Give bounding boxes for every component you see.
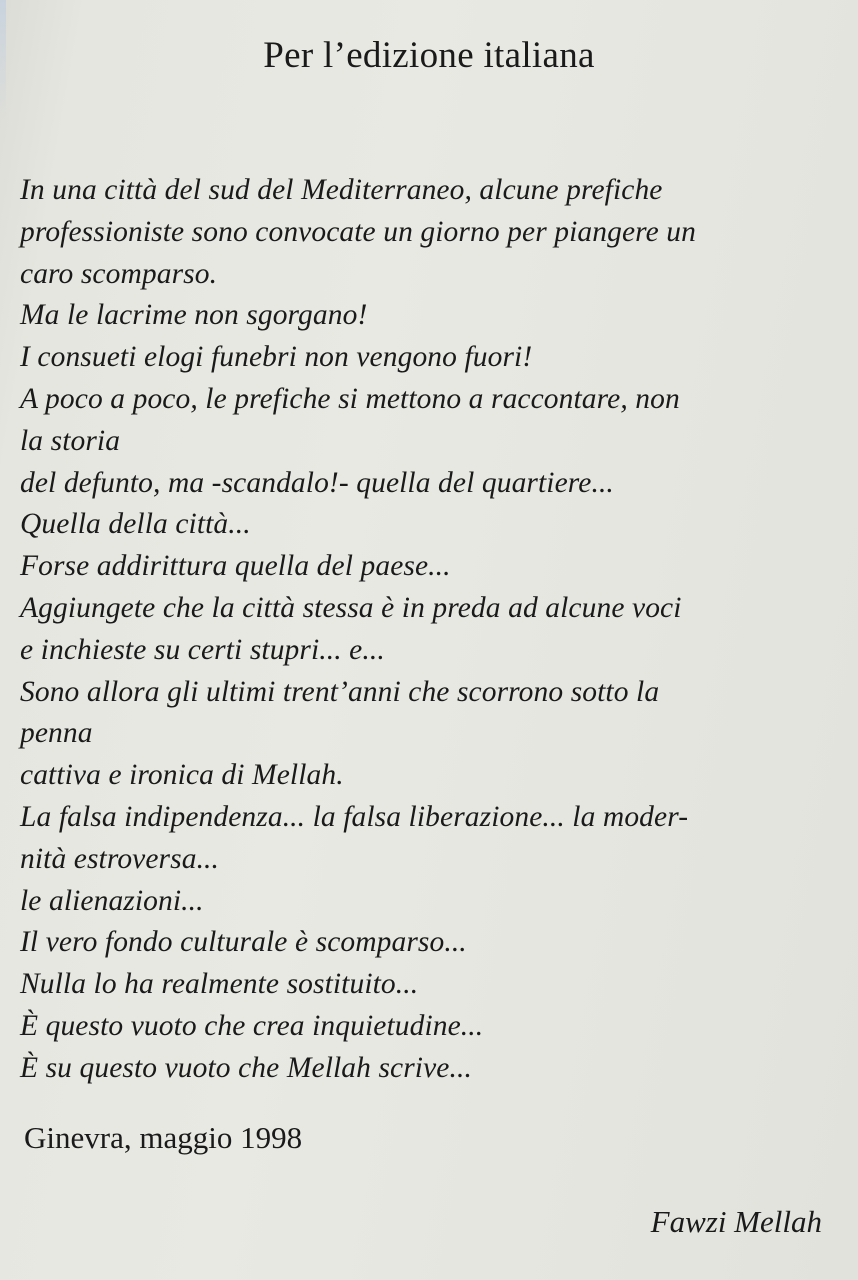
text-line: In una città del sud del Mediterraneo, alcune prefiche [20, 174, 663, 206]
text-line: la storia [20, 424, 121, 457]
text-line: Nulla lo ha realmente sostituito... [20, 968, 419, 1001]
text-line: A poco a poco, le prefiche si mettono a raccontare, non [20, 382, 680, 415]
text-line: nità estroversa... [20, 842, 219, 875]
text-line: La falsa indipendenza... la falsa liberazione... la moder- [20, 800, 689, 833]
text-line: e inchieste su certi stupri... e... [20, 633, 385, 666]
text-line: le alienazioni... [20, 884, 204, 917]
text-line: Sono allora gli ultimi trent’anni che scorrono sotto la [20, 675, 660, 708]
text-line: Quella della città... [20, 508, 251, 541]
text-line: del defunto, ma -scandalo!- quella del quartiere... [20, 466, 614, 499]
page-title: Per l’edizione italiana [263, 35, 595, 76]
text-line: I consueti elogi funebri non vengono fuori! [20, 341, 533, 374]
text-line: Aggiungete che la città stessa è in preda ad alcune voci [20, 591, 682, 624]
text-line: penna [20, 717, 93, 750]
preface-text [20, 170, 840, 1090]
text-line: cattiva e ironica di Mellah. [20, 759, 344, 792]
text-line: Il vero fondo culturale è scomparso... [20, 926, 467, 959]
text-line: caro scomparso. [20, 257, 218, 290]
author-signature: Fawzi Mellah [650, 1204, 822, 1239]
text-line: È su questo vuoto che Mellah scrive... [20, 1051, 472, 1084]
text-line: È questo vuoto che crea inquietudine... [20, 1009, 484, 1042]
place-date: Ginevra, maggio 1998 [24, 1120, 303, 1155]
text-line: Forse addirittura quella del paese... [20, 550, 451, 583]
text-line: Ma le lacrime non sgorgano! [20, 299, 368, 332]
text-line: professioniste sono convocate un giorno per piangere un [20, 215, 696, 248]
